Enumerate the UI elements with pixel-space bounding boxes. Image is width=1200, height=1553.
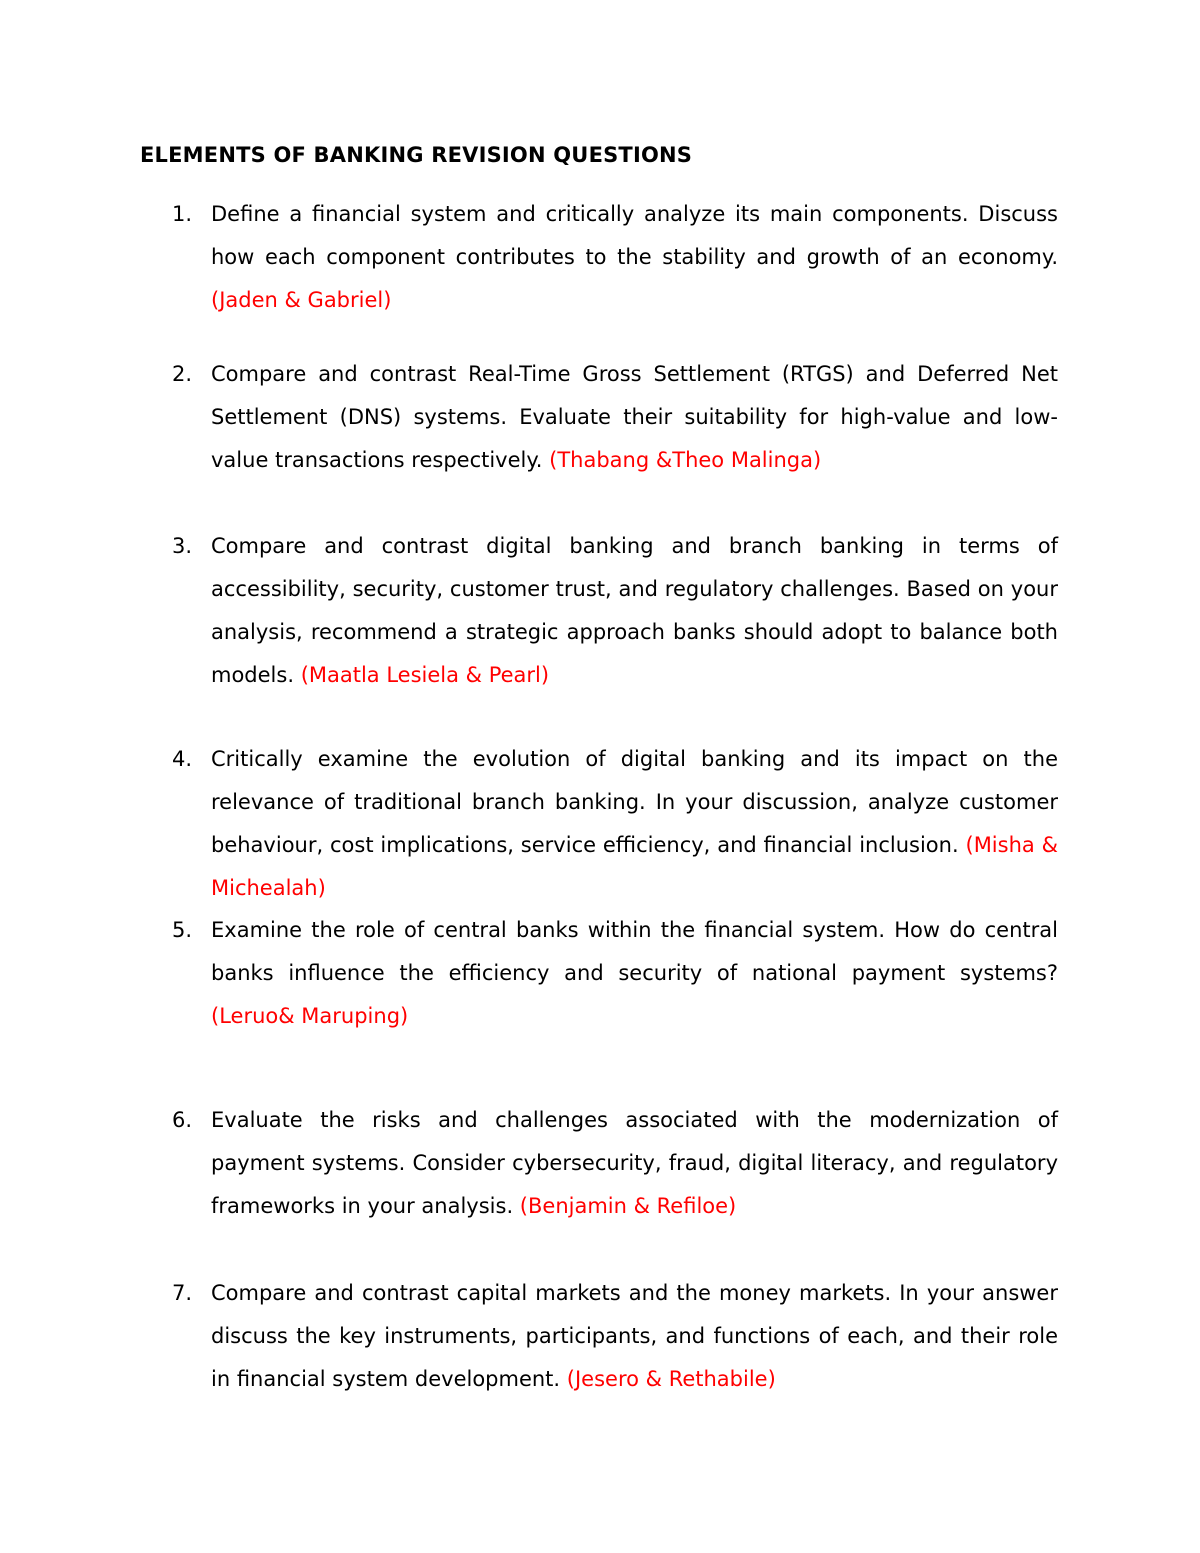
- question-authors: (Jaden & Gabriel): [211, 288, 392, 312]
- question-item: [172, 738, 1058, 910]
- question-number: 4.: [172, 747, 193, 771]
- question-number: 6.: [172, 1108, 193, 1132]
- question-text: [211, 738, 1058, 910]
- question-body: Compare and contrast digital banking and branch banking in terms of accessibility, security, customer trust, and regulatory challenges. Based on your analysis, recommend a strategic approach banks should adopt to balance both models.: [211, 534, 1058, 687]
- question-item: [172, 909, 1058, 1038]
- question-number: 1.: [172, 202, 193, 226]
- question-item: [172, 525, 1058, 697]
- question-body: Define a financial system and critically analyze its main components. Discuss how each component contributes to the stability and growth of an economy.: [211, 202, 1058, 269]
- question-body: Compare and contrast capital markets and the money markets. In your answer discuss the key instruments, participants, and functions of each, and their role in financial system development.: [211, 1281, 1058, 1391]
- question-body: Compare and contrast Real-Time Gross Settlement (RTGS) and Deferred Net Settlement (DNS) systems. Evaluate their suitability for high-value and low-value transactions respectively.: [211, 362, 1058, 472]
- question-authors: (Leruo& Maruping): [211, 1004, 409, 1028]
- question-number: 5.: [172, 918, 193, 942]
- question-item: [172, 1099, 1058, 1228]
- question-authors: (Jesero & Rethabile): [566, 1367, 776, 1391]
- question-number: 7.: [172, 1281, 193, 1305]
- question-body: Examine the role of central banks within the financial system. How do central banks influence the efficiency and security of national payment systems?: [211, 918, 1058, 985]
- question-item: [172, 1272, 1058, 1401]
- question-authors: (Thabang &Theo Malinga): [549, 448, 822, 472]
- document-title: ELEMENTS OF BANKING REVISION QUESTIONS: [140, 143, 693, 167]
- question-body: Evaluate the risks and challenges associated with the modernization of payment systems. Consider cybersecurity, fraud, digital literacy, and regulatory frameworks in your analysis.: [211, 1108, 1058, 1218]
- question-text: [211, 909, 1058, 1038]
- question-text: [211, 1272, 1058, 1401]
- question-text: [211, 353, 1058, 482]
- question-number: 2.: [172, 362, 193, 386]
- question-text: [211, 1099, 1058, 1228]
- question-item: [172, 353, 1058, 482]
- question-body: Critically examine the evolution of digital banking and its impact on the relevance of traditional branch banking. In your discussion, analyze customer behaviour, cost implications, service efficiency, and financial inclusion.: [211, 747, 1058, 857]
- question-text: [211, 525, 1058, 697]
- question-text: [211, 193, 1058, 322]
- question-authors: (Maatla Lesiela & Pearl): [300, 663, 550, 687]
- question-number: 3.: [172, 534, 193, 558]
- question-item: [172, 193, 1058, 322]
- question-authors: (Misha & Michealah): [211, 833, 1058, 900]
- question-authors: (Benjamin & Refiloe): [519, 1194, 737, 1218]
